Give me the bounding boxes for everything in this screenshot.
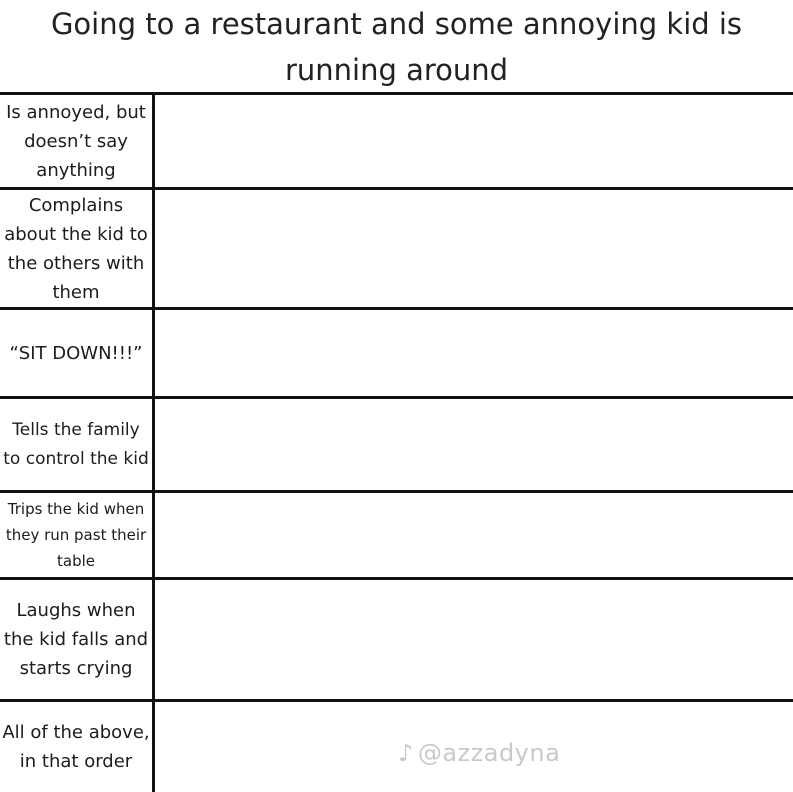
chart-row <box>0 310 793 399</box>
page-title: Going to a restaurant and some annoying kid is running around <box>50 6 743 87</box>
row-label: Laughs when the kid falls and starts crying <box>0 580 155 699</box>
watermark <box>398 739 560 767</box>
row-label: All of the above, in that order <box>0 702 155 792</box>
chart-row <box>0 399 793 493</box>
chart-row <box>0 580 793 702</box>
row-empty-cell <box>155 190 793 307</box>
chart-row <box>0 190 793 310</box>
row-label: Complains about the kid to the others with them <box>0 190 155 307</box>
row-empty-cell <box>155 310 793 396</box>
row-label: “SIT DOWN!!!” <box>0 310 155 396</box>
row-empty-cell <box>155 95 793 187</box>
row-label: Trips the kid when they run past their table <box>0 493 155 577</box>
chart-row <box>0 702 793 792</box>
chart-row <box>0 95 793 190</box>
row-empty-cell <box>155 580 793 699</box>
chart-row <box>0 493 793 580</box>
row-empty-cell <box>155 493 793 577</box>
watermark-handle: @azzadyna <box>417 739 561 767</box>
row-label: Tells the family to control the kid <box>0 399 155 490</box>
alignment-chart <box>0 92 793 789</box>
row-empty-cell <box>155 399 793 490</box>
tiktok-icon: ♪ <box>398 739 414 767</box>
row-label: Is annoyed, but doesn’t say anything <box>0 95 155 187</box>
